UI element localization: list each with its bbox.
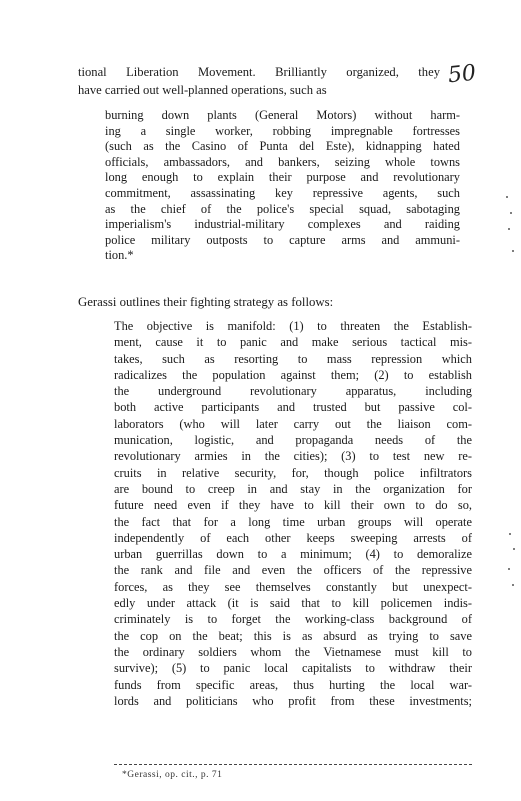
text-line: munication, logistic, and propaganda needs of the xyxy=(114,433,472,448)
text-line: are bound to creep in and stay in the organization for xyxy=(114,481,472,496)
text-line: edly under attack (it is said that to kill policemen indis- xyxy=(114,596,472,611)
text-line: ing a single worker, robbing impregnable fortresses xyxy=(105,123,460,138)
text-line: imperialism's industrial-military complexes and raiding xyxy=(105,217,460,232)
text-line: tional Liberation Movement. Brilliantly organized, they xyxy=(78,65,440,79)
text-line: the ordinary soldiers whom the Vietnamese must kill to xyxy=(114,644,472,659)
scan-speck xyxy=(508,568,510,570)
text-line: have carried out well-planned operations, such as xyxy=(78,82,327,97)
scan-speck xyxy=(506,196,508,198)
block-quote-strategy xyxy=(114,318,472,709)
text-line: radicalizes the population against them; (2) to establish xyxy=(114,367,472,382)
text-line: tion.* xyxy=(105,248,134,263)
footnote: *Gerassi, op. cit., p. 71 xyxy=(122,770,223,780)
text-line: the underground revolutionary apparatus, including xyxy=(114,384,472,399)
text-line: revolutionary armies in the cities); (3) to test new re- xyxy=(114,449,472,464)
text-line: lords and politicians who profit from these investments; xyxy=(114,693,472,708)
text-line: police military outposts to capture arms and ammuni- xyxy=(105,232,460,247)
scan-speck xyxy=(510,212,512,214)
scan-speck xyxy=(508,228,510,230)
text-line: urban guerrillas down to a minimum; (4) to demoralize xyxy=(114,547,472,562)
text-line: survive); (5) to panic local capitalists to withdraw their xyxy=(114,661,472,676)
text-line: the fact that for a long time urban groups will operate xyxy=(114,514,472,529)
handwritten-page-number: 50 xyxy=(446,60,478,89)
text-line: forces, as they see themselves constantly but unexpect- xyxy=(114,579,472,594)
block-quote-operations xyxy=(105,108,460,264)
intro-paragraph xyxy=(78,64,440,99)
text-line: independently of each other keeps sweeping arrests of xyxy=(114,530,472,545)
text-line: criminately is to forget the working-class background of xyxy=(114,612,472,627)
text-line: ment, cause it to panic and make serious tactical mis- xyxy=(114,335,472,350)
scan-speck xyxy=(512,584,514,586)
text-line: (such as the Casino of Punta del Este), kidnapping hated xyxy=(105,139,460,154)
text-line: the cop on the beat; this is as absurd as trying to save xyxy=(114,628,472,643)
text-line: officials, ambassadors, and bankers, seizing whole towns xyxy=(105,154,460,169)
text-line: both active participants and trusted but passive col- xyxy=(114,400,472,415)
footnote-rule xyxy=(114,764,472,765)
text-line: funds from specific areas, thus hurting the local war- xyxy=(114,677,472,692)
scan-speck xyxy=(509,533,511,535)
text-line: burning down plants (General Motors) without harm- xyxy=(105,108,460,122)
text-line: the rank and file and even the officers of the repressive xyxy=(114,563,472,578)
lead-in-sentence xyxy=(78,294,458,311)
text-line: cruits in relative security, for, though police infiltrators xyxy=(114,465,472,480)
text-line: takes, such as resorting to mass repression which xyxy=(114,351,472,366)
scan-speck xyxy=(512,250,514,252)
text-line: laborators (who will later carry out the liaison com- xyxy=(114,416,472,431)
text-line: The objective is manifold: (1) to threaten the Establish- xyxy=(114,319,472,333)
text-line: long enough to explain their purpose and revolutionary xyxy=(105,170,460,185)
text-line: commitment, assassinating key repressive agents, such xyxy=(105,185,460,200)
scan-speck xyxy=(513,548,515,550)
text-line: Gerassi outlines their fighting strategy as follows: xyxy=(78,295,334,309)
text-line: future need even if they have to kill their own to do so, xyxy=(114,498,472,513)
text-line: as the chief of the police's special squad, sabotaging xyxy=(105,201,460,216)
